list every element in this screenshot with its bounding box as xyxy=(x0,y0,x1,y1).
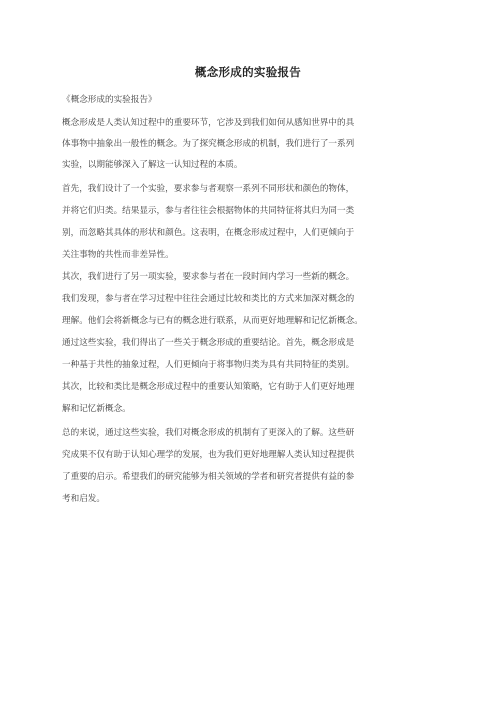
text-line: 实验，以期能够深入了解这一认知过程的本质。 xyxy=(62,160,243,170)
text-line: 理解。他们会将新概念与已有的概念进行联系，从而更好地理解和记忆新概念。 xyxy=(62,316,363,326)
document-title: 概念形成的实验报告 xyxy=(194,65,302,79)
text-line: 其次，比较和类比是概念形成过程中的重要认知策略，它有助于人们更好地理 xyxy=(62,382,355,392)
text-line: 并将它们归类。结果显示，参与者往往会根据物体的共同特征将其归为同一类 xyxy=(62,206,355,216)
text-line: 别，而忽略其具体的形状和颜色。这表明，在概念形成过程中，人们更倾向于 xyxy=(62,228,355,238)
text-line: 《概念形成的实验报告》 xyxy=(62,95,157,105)
text-line: 概念形成是人类认知过程中的重要环节，它涉及到我们如何从感知世界中的具 xyxy=(62,118,355,128)
text-line: 体事物中抽象出一般性的概念。为了探究概念形成的机制，我们进行了一系列 xyxy=(62,139,355,149)
text-line: 一种基于共性的抽象过程，人们更倾向于将事物归类为具有共同特征的类别。 xyxy=(62,360,355,370)
text-line: 其次，我们进行了另一项实验，要求参与者在一段时间内学习一些新的概念。 xyxy=(62,272,355,282)
text-line: 我们发现，参与者在学习过程中往往会通过比较和类比的方式来加深对概念的 xyxy=(62,294,355,304)
text-line: 关注事物的共性而非差异性。 xyxy=(62,250,174,260)
text-line: 考和启发。 xyxy=(62,494,105,504)
text-line: 究成果不仅有助于认知心理学的发展，也为我们更好地理解人类认知过程提供 xyxy=(62,450,355,460)
text-line: 总的来说，通过这些实验，我们对概念形成的机制有了更深入的了解。这些研 xyxy=(62,428,355,438)
text-line: 通过这些实验，我们得出了一些关于概念形成的重要结论。首先，概念形成是 xyxy=(62,338,355,348)
text-line: 解和记忆新概念。 xyxy=(62,404,131,414)
text-line: 首先，我们设计了一个实验，要求参与者观察一系列不同形状和颜色的物体， xyxy=(62,184,355,194)
text-line: 了重要的启示。希望我们的研究能够为相关领域的学者和研究者提供有益的参 xyxy=(62,472,355,482)
